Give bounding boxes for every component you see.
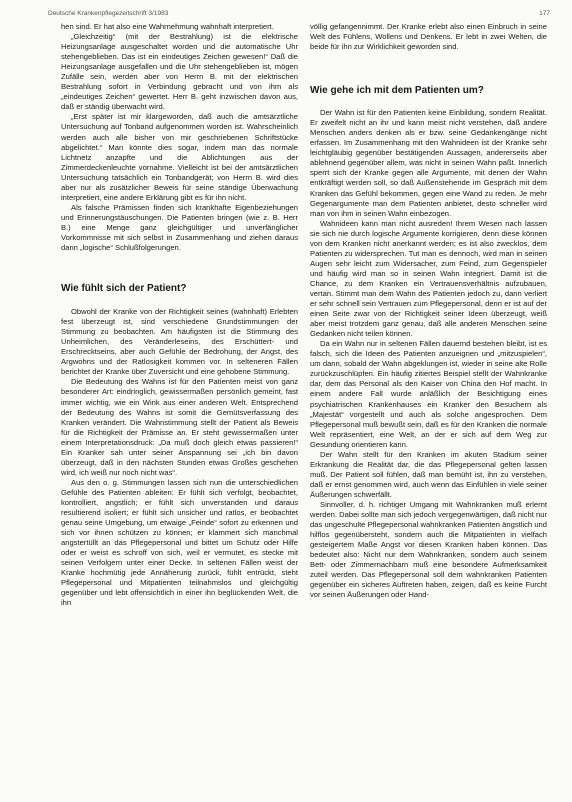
page-number: 177 (539, 10, 550, 17)
paragraph: Der Wahn ist für den Patienten keine Einbildung, sondern Realität. Er zweifelt nicht an ihr und kann meist nicht verstehen, daß andere Menschen anders denken als er bzw. seine Gedankengänge nicht erfassen. Im Zusammenhang mit den Wahnideen ist der Kranke sehr leichtgläubig gegenüber bestätigenden Aussagen, andererseits aber ablehnend gegenüber allem, was nicht in seinen Wahn paßt. Innerlich sperrt sich der Kranke gegen alle Argumente, mit denen der Wahn entkräftigt werden soll, so daß Außenstehende im Gespräch mit dem Kranken das Gefühl bekommen, gegen eine Wand zu reden. Je mehr Gegenargumente man dem Patienten anbietet, desto schneller wird man von ihm in seinen Wahn einbezogen. (310, 108, 547, 218)
paragraph: Da ein Wahn nur in seltenen Fällen dauernd bestehen bleibt, ist es falsch, sich die Ideen des Patienten anzueignen und „mitzuspielen“, um dann, sobald der Wahn abgeklungen ist, wieder in seine alte Rolle zurückzuschlüpfen. Ein häufig zitiertes Beispiel stellt der Wahnkranke dar, dem das Personal als den Kaiser von China den Hof macht. In einem andere Fall wurde anläßlich der Besichtigung eines psychiatrischen Krankenhauses ein Kranker den Besuchern als „Majestät“ vorgestellt und auch als solche angesprochen. Dem Pflegepersonal muß bewußt sein, daß es für den Kranken die normale Welt repräsentiert, eine Welt, an der er sich auf dem Weg zur Gesundung orientieren kann. (310, 339, 547, 449)
paragraph: „Gleichzeitig“ (mit der Bestrahlung) ist die elektrische Heizungsanlage ausgeschaltet worden und die automatische Uhr stehengeblieben. Das ist ein eindeutiges Zeichen gewesen!“ Daß die Heizungsanlage ausgefallen und die Uhr stehengeblieben ist, mögen Zufälle sein, werden aber von Herrn B. mit der elektrischen Bestrahlung sofort in Verbindung gebracht und von ihm als „eindeutiges Zeichen“ gewertet. Herr B. geht inzwischen davon aus, daß er ständig überwacht wird. (61, 32, 298, 112)
paragraph: „Erst später ist mir klargeworden, daß auch die amtsärztliche Untersuchung auf Tonband aufgenommen worden ist. Wahrscheinlich werden auch alle bisher von mir geschriebenen Schriftstücke abgelichtet.“ Man könnte dies sogar, indem man das normale Lichtnetz anzapfte und die Ablichtungen aus der Zimmerdeckenleuchte vornahme. Vielleicht ist bei der amtsärztlichen Untersuchung tatsächlich ein Tonbandgerät; von Herrn B. wird dies aber nur als zusätzlicher Beweis für seine ständige Überwachung interpretiert, eine andere Erklärung gibt es für ihn nicht. (61, 112, 298, 202)
paragraph: Sinnvoller, d. h. richtiger Umgang mit Wahnkranken muß erlernt werden. Dabei sollte man sich jedoch vergegenwärtigen, daß nicht nur das ungeschulte Pflegepersonal wahnkranken Patienten ängstlich und hilflos gegenübersteht, sondern auch die Mitpatienten in vielfach gesteigertem Maße Angst vor diesen Kranken haben können. Das bedeutet also: Nicht nur dem Wahnkranken, sondern auch seinem Bett- oder Zimmernachbarn muß eine besondere Aufmerksamkeit zuteil werden. Das Pflegepersonal soll dem wahnkranken Patienten gegenüber ein sicheres Auftreten haben, zeigen, daß es keine Furcht vor seinen Äußerungen oder Hand- (310, 499, 547, 600)
left-column (61, 22, 298, 608)
section-heading: Wie fühlt sich der Patient? (61, 283, 187, 295)
page-header (48, 10, 550, 22)
paragraph: Die Bedeutung des Wahns ist für den Patienten meist von ganz besonderer Art: eindringlich, gewissermaßen persönlich gemeint, fast immer wichtig, wie ein Wink aus einer anderen Welt. Entsprechend der Bedeutung des Wahns ist somit die Gemütsverfassung des Kranken verändert. Die Wahnstimmung stellt der Patient als Beweis für die Richtigkeit der Prämisse an. Er steht gewissermaßen unter einem Interpretationsdruck: „Da muß doch gleich etwas passieren!“ Ein Kranker sah unter seiner Anspannung sei „ich bin davon überzeugt, daß in den nächsten Stunden etwas Großes geschehen wird, ich weiß nur noch nicht was“. (61, 377, 298, 477)
paragraph: Wahnideen kann man nicht ausreden! Ihrem Wesen nach lassen sie sich nie durch logische Argumente korrigieren, denn diese können von dem Kranken nicht anerkannt werden; es ist also zwecklos, dem Patienten zu widersprechen. Tut man es dennoch, wird man in seinen Augen sehr leicht zum Widersacher, zum Feind, zum Gegenspieler und häufig wird man so in seinen Wahn integriert. Damit ist die Chance, zu dem Kranken ein Vertrauensverhältnis aufzubauen, vertan. Stimmt man dem Wahn des Patienten jedoch zu, dann verliert er sehr schnell sein Vertrauen zum Pflegepersonal, denn er ist auf der einen Seite zwar von der Richtigkeit seiner Ideen überzeugt, weiß aber meist trotzdem ganz genau, daß alle anderen Menschen seine Gedanken nicht teilen können. (310, 218, 547, 339)
paragraph: Aus den o. g. Stimmungen lassen sich nun die unterschiedlichen Gefühle des Patienten ableiten: Er fühlt sich verfolgt, beobachtet, kontrolliert, angstlich; er fühlt sich unverstanden und daraus resultierend isoliert; er fühlt sich unsicher und ratlos, er beobachtet genau seine Umgebung, um etwaige „Feinde“ sofort zu erkennen und sich vor ihnen schützen zu können; er klammert sich manchmal angstertüllt an das Pflegepersonal und bittet um Schutz oder Hilfe oder er weist es schroff von sich, weil er vermutet, es stecke mit seinen Verfolgern unter einer Decke. In seltenen Fällen weist der Kranke hochmütig jede Annäherung zurück, fühlt entrückt, steht Pflegepersonal und Mitpatienten teilnahmslos und gleichgültig gegenüber und lebt offensichtlich in einer ihn beglückenden Welt, die ihn (61, 477, 298, 608)
paragraph: hen sind. Er hat also eine Wahrnehmung wahnhaft interpretiert. (61, 22, 274, 31)
paragraph: völlig gefangennimmt. Der Kranke erlebt also einen Einbruch in seine Welt des Fühlens, Wollens und Denkens. Er lebt in zwei Welten, die beide für ihn zur Wirklichkeit geworden sind. (310, 22, 547, 52)
section-heading: Wie gehe ich mit dem Patienten um? (310, 85, 484, 97)
paragraph: Als falsche Prämissen finden sich krankhafte Eigenbeziehungen und Erinnerungstäuschungen. Die Patienten bringen (wie z. B. Herr B.) eine Menge ganz gleichgültiger und unverfänglicher Vorkommnisse mit sich selbst in Zusammenhang und ziehen daraus dann „logische“ Schlußfolgerungen. (61, 202, 298, 253)
paragraph: Der Wahn stellt für den Kranken im akuten Stadium seiner Erkrankung die Realität dar, die das Pflegepersonal gelten lassen muß. Der Patient soll fühlen, daß man bemüht ist, ihn zu verstehen, daß er ernst genommen wird, auch wenn das Einfühlen in viele seiner Äußerungen schwerfällt. (310, 449, 547, 499)
journal-title: Deutsche Krankenpflegezeitschrift 3/1983 (48, 10, 169, 17)
paragraph: Obwohl der Kranke von der Richtigkeit seines (wahnhaft) Erlebten fest überzeugt ist, sind verschiedene Grundstimmungen der Stimmung zu beobachten. Am häufigsten ist die Stimmung des Unheimlichen, des Veränderleseins, des Erschüttert- und Erschrecktseins, aber auch Gefühle der Bedrohung, der Angst, des Argwohns und der Ratlosigkeit kommen vor. In selteneren Fällen berichtet der Kranke über Zuversicht und eine gehobene Stimmung. (61, 307, 298, 377)
right-column (310, 22, 547, 600)
